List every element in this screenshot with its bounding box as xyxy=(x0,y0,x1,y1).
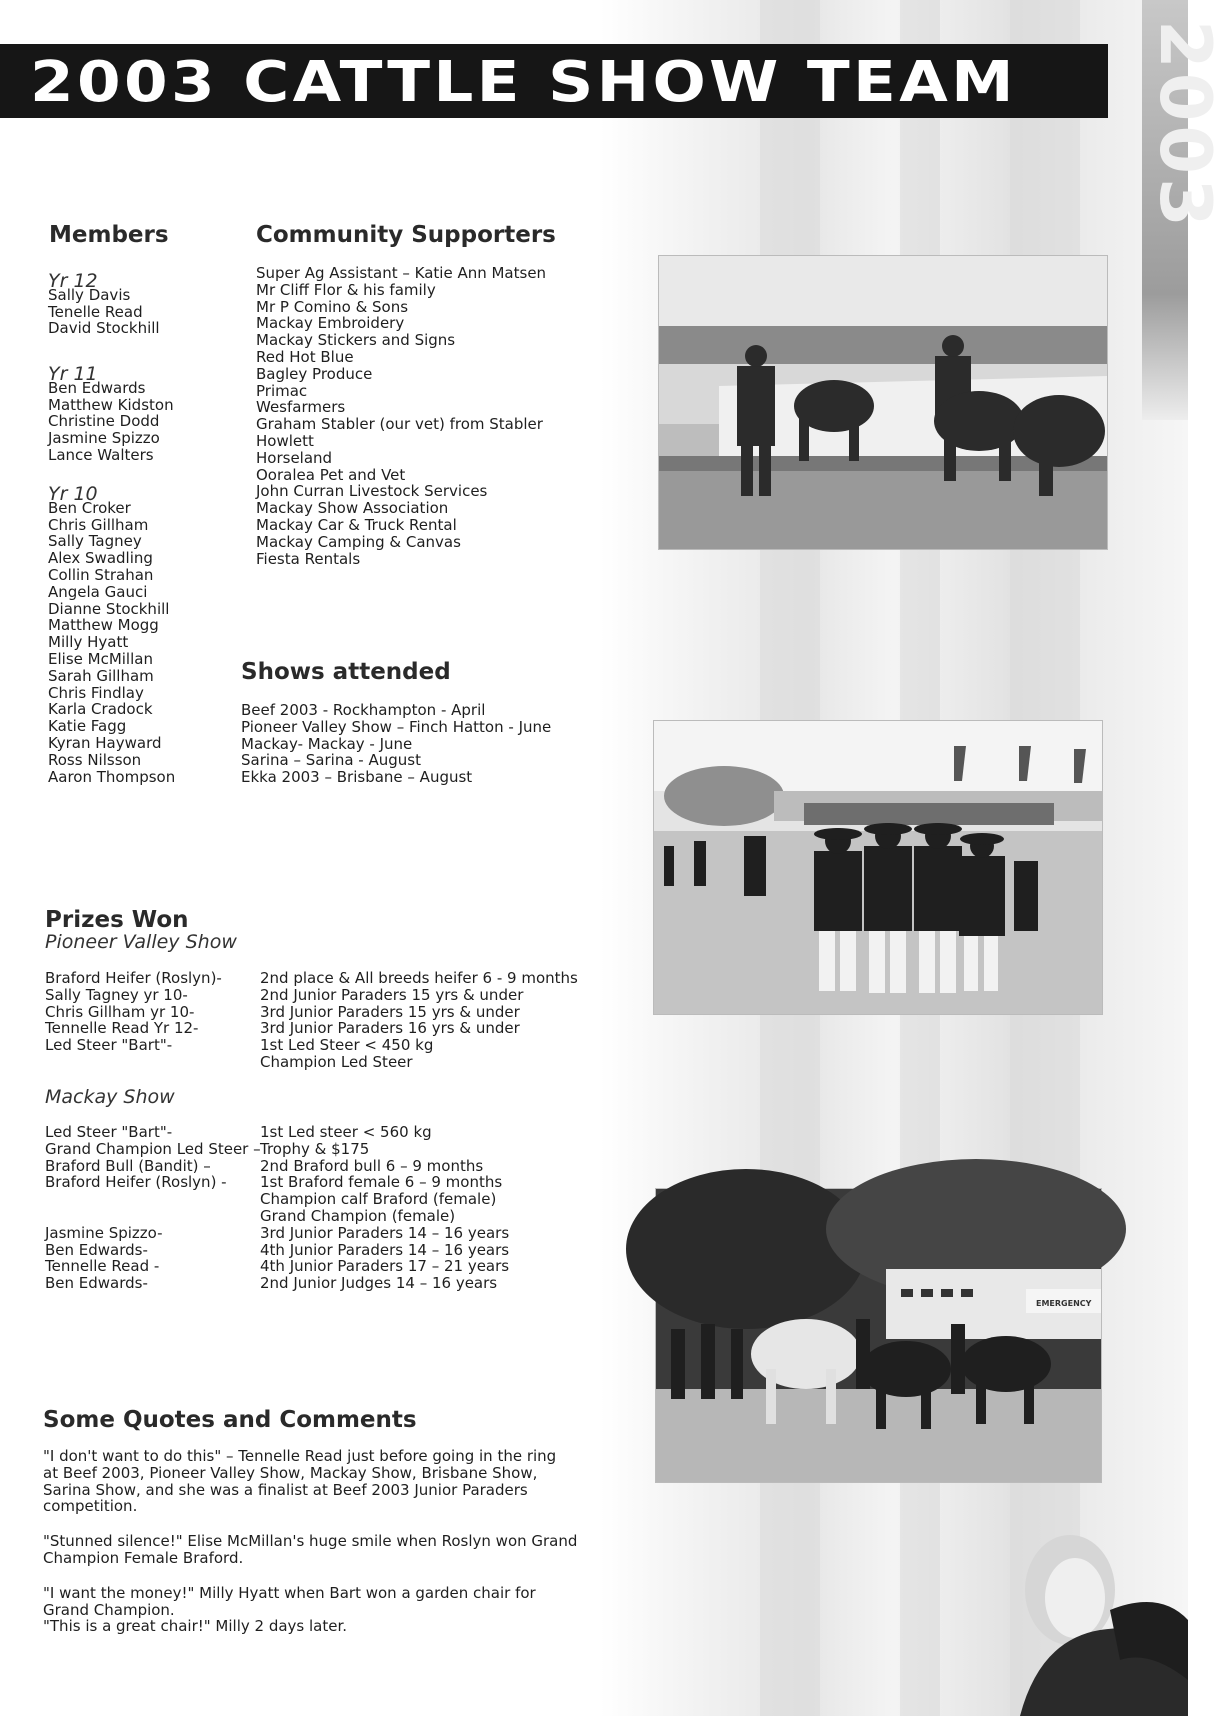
members-heading: Members xyxy=(49,222,169,248)
prize-recipient: Tennelle Read - xyxy=(45,1257,160,1276)
year-label: Yr 11 xyxy=(48,363,98,385)
member-name: Katie Fagg xyxy=(48,717,127,736)
prize-award: 1st Led steer < 560 kg xyxy=(260,1123,432,1141)
member-name: Ben Edwards xyxy=(48,378,146,397)
member-name: Kyran Hayward xyxy=(48,733,162,752)
member-name: Chris Gillham xyxy=(48,515,149,534)
vertical-year-text: 2003 xyxy=(1144,20,1226,231)
prize-award: 2nd place & All breeds heifer 6 - 9 months xyxy=(260,969,578,987)
show-item: Mackay- Mackay - June xyxy=(241,734,413,753)
photo-cattle-parade xyxy=(655,1188,1102,1483)
supporter-item: Howlett xyxy=(256,431,314,450)
member-name: Matthew Mogg xyxy=(48,616,159,635)
member-name: Tenelle Read xyxy=(48,302,143,321)
prize-award: 4th Junior Paraders 14 – 16 years xyxy=(260,1240,510,1259)
supporters-list xyxy=(256,265,546,567)
prize-recipient: Led Steer "Bart"- xyxy=(45,1036,173,1055)
member-name: Chris Findlay xyxy=(48,683,144,702)
member-name: Karla Cradock xyxy=(48,700,153,719)
page-title: 2003 CATTLE SHOW TEAM xyxy=(30,50,1017,115)
member-name: Collin Strahan xyxy=(48,565,154,584)
prize-recipient: Ben Edwards- xyxy=(45,1274,148,1293)
member-name: Sally Tagney xyxy=(48,532,142,551)
quote-line: "I want the money!" Milly Hyatt when Bart won a garden chair for xyxy=(43,1583,536,1602)
prize-award: 2nd Junior Judges 14 – 16 years xyxy=(260,1274,498,1293)
member-name: Matthew Kidston xyxy=(48,395,174,414)
supporter-item: Mr P Comino & Sons xyxy=(256,297,409,316)
member-name: Sarah Gillham xyxy=(48,666,154,685)
quote-line: "This is a great chair!" Milly 2 days later. xyxy=(43,1617,348,1636)
mackay-prize-recipients xyxy=(45,1124,261,1292)
show-item: Pioneer Valley Show – Finch Hatton - June xyxy=(241,717,552,736)
shows-list xyxy=(241,702,551,786)
prize-recipient: Sally Tagney yr 10- xyxy=(45,985,188,1004)
mackay-show-heading: Mackay Show xyxy=(45,1086,175,1108)
supporter-item: Wesfarmers xyxy=(256,398,346,417)
prize-recipient: Braford Heifer (Roslyn) - xyxy=(45,1173,227,1192)
prize-recipient: Tennelle Read Yr 12- xyxy=(45,1019,199,1038)
prize-award: Champion calf Braford (female) xyxy=(260,1190,497,1209)
supporters-heading: Community Supporters xyxy=(256,222,556,248)
prize-award: 2nd Junior Paraders 15 yrs & under xyxy=(260,985,524,1004)
emergency-sign-text: EMERGENCY xyxy=(1036,1299,1092,1308)
member-name: Ross Nilsson xyxy=(48,750,142,769)
supporter-item: Mackay Show Association xyxy=(256,499,449,518)
member-name: Sally Davis xyxy=(48,285,131,304)
show-item: Ekka 2003 – Brisbane – August xyxy=(241,768,473,787)
member-name: Aaron Thompson xyxy=(48,767,176,786)
title-banner xyxy=(0,44,1108,118)
supporter-item: Primac xyxy=(256,381,308,400)
supporter-item: Super Ag Assistant – Katie Ann Matsen xyxy=(256,264,547,282)
members-group-yr11 xyxy=(48,363,174,464)
quote-line: "I don't want to do this" – Tennelle Read just before going in the ring xyxy=(43,1447,557,1465)
prize-recipient: Braford Heifer (Roslyn)- xyxy=(45,969,222,987)
prize-award: 3rd Junior Paraders 14 – 16 years xyxy=(260,1223,510,1242)
quote-line: Champion Female Braford. xyxy=(43,1548,244,1567)
member-name: Elise McMillan xyxy=(48,649,153,668)
quote-line: Sarina Show, and she was a finalist at Beef 2003 Junior Paraders xyxy=(43,1480,528,1499)
supporter-item: Mackay Camping & Canvas xyxy=(256,532,461,551)
show-item: Sarina – Sarina - August xyxy=(241,751,421,770)
pioneer-show-heading: Pioneer Valley Show xyxy=(45,931,237,953)
supporter-item: John Curran Livestock Services xyxy=(256,482,488,501)
prize-award: 3rd Junior Paraders 16 yrs & under xyxy=(260,1019,520,1038)
supporter-item: Horseland xyxy=(256,448,333,467)
member-name: Christine Dodd xyxy=(48,412,160,431)
quote-line: Grand Champion. xyxy=(43,1600,175,1619)
member-name: Milly Hyatt xyxy=(48,633,129,652)
members-group-yr10 xyxy=(48,483,176,786)
prize-award: 4th Junior Paraders 17 – 21 years xyxy=(260,1257,510,1276)
show-item: Beef 2003 - Rockhampton - April xyxy=(241,701,486,719)
prize-award: Champion Led Steer xyxy=(260,1052,413,1071)
supporter-item: Mackay Stickers and Signs xyxy=(256,331,456,350)
year-label: Yr 10 xyxy=(48,483,98,505)
supporter-item: Bagley Produce xyxy=(256,364,373,383)
quotes-heading: Some Quotes and Comments xyxy=(43,1407,417,1433)
prize-recipient: Chris Gillham yr 10- xyxy=(45,1002,195,1021)
quote-paragraph xyxy=(43,1533,583,1567)
prize-award: Grand Champion (female) xyxy=(260,1206,456,1225)
quote-line: "Stunned silence!" Elise McMillan's huge smile when Roslyn won Grand xyxy=(43,1532,578,1551)
member-name: Ben Croker xyxy=(48,498,131,517)
quote-paragraph xyxy=(43,1585,583,1635)
member-name: Angela Gauci xyxy=(48,582,148,601)
prize-award: Trophy & $175 xyxy=(260,1139,370,1158)
photo-show-team-students xyxy=(653,720,1103,1015)
quote-paragraph xyxy=(43,1448,583,1515)
shows-heading: Shows attended xyxy=(241,659,451,685)
member-name: David Stockhill xyxy=(48,319,160,338)
mackay-prize-awards xyxy=(260,1124,509,1292)
prize-award: 1st Led Steer < 450 kg xyxy=(260,1036,434,1055)
supporter-item: Fiesta Rentals xyxy=(256,549,361,568)
prize-recipient: Jasmine Spizzo- xyxy=(45,1223,163,1242)
photo-cattle-wash-bay xyxy=(658,255,1108,550)
prize-award: 3rd Junior Paraders 15 yrs & under xyxy=(260,1002,520,1021)
quote-line: at Beef 2003, Pioneer Valley Show, Mackay Show, Brisbane Show, xyxy=(43,1463,538,1482)
prize-recipient: Ben Edwards- xyxy=(45,1240,148,1259)
prize-recipient: Grand Champion Led Steer – xyxy=(45,1139,261,1158)
prize-award: 2nd Braford bull 6 – 9 months xyxy=(260,1156,484,1175)
decorative-photo-girl xyxy=(1000,1520,1188,1716)
supporter-item: Red Hot Blue xyxy=(256,347,354,366)
member-name: Jasmine Spizzo xyxy=(48,429,160,448)
pioneer-prize-recipients xyxy=(45,970,222,1054)
year-label: Yr 12 xyxy=(48,270,98,292)
quotes-body xyxy=(43,1448,583,1653)
prize-award: 1st Braford female 6 – 9 months xyxy=(260,1173,503,1192)
pioneer-prize-awards xyxy=(260,970,578,1071)
prizes-heading: Prizes Won xyxy=(45,907,189,933)
member-name: Dianne Stockhill xyxy=(48,599,170,618)
supporter-item: Ooralea Pet and Vet xyxy=(256,465,406,484)
supporter-item: Mr Cliff Flor & his family xyxy=(256,280,436,299)
supporter-item: Graham Stabler (our vet) from Stabler xyxy=(256,415,543,434)
quote-line: competition. xyxy=(43,1497,138,1516)
vertical-year-strip xyxy=(1142,0,1226,420)
prize-recipient: Braford Bull (Bandit) – xyxy=(45,1156,211,1175)
member-name: Lance Walters xyxy=(48,445,154,464)
members-group-yr12 xyxy=(48,270,160,338)
member-name: Alex Swadling xyxy=(48,549,153,568)
supporter-item: Mackay Car & Truck Rental xyxy=(256,515,457,534)
supporter-item: Mackay Embroidery xyxy=(256,314,405,333)
prize-recipient: Led Steer "Bart"- xyxy=(45,1123,173,1141)
